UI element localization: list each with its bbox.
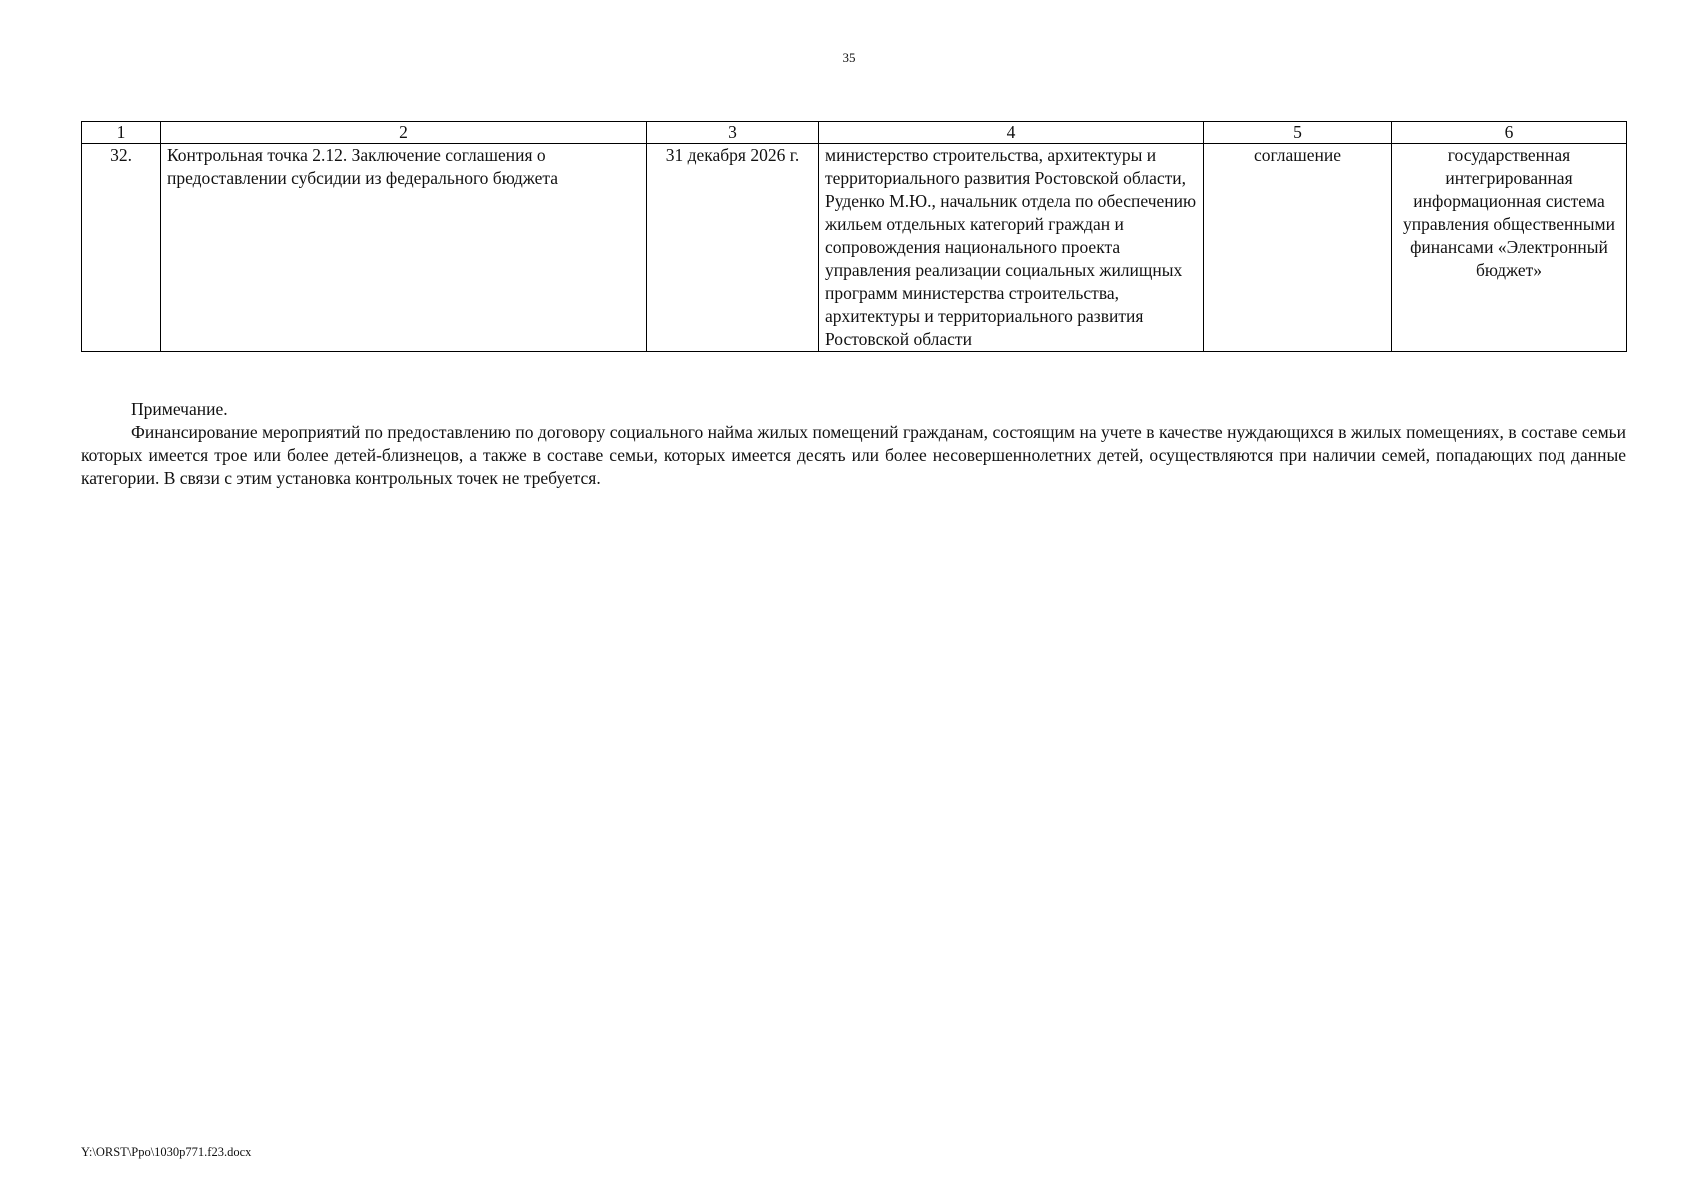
column-header-4: 4 (819, 122, 1204, 144)
page-number: 35 (842, 50, 856, 65)
note-title: Примечание. (131, 399, 228, 419)
column-header-2: 2 (161, 122, 647, 144)
table-row (82, 144, 1627, 352)
column-header-1: 1 (82, 122, 161, 144)
column-header-3: 3 (647, 122, 819, 144)
deadline-date-cell: 31 декабря 2026 г. (647, 144, 819, 352)
control-point-name-cell: Контрольная точка 2.12. Заключение соглашения о предоставлении субсидии из федерального бюджета (161, 144, 647, 352)
note-block (81, 398, 1626, 490)
row-number-cell: 32. (82, 144, 161, 352)
column-header-5: 5 (1204, 122, 1392, 144)
footer-file-path: Y:\ORST\Ppo\1030p771.f23.docx (81, 1145, 252, 1159)
confirming-document-cell: соглашение (1204, 144, 1392, 352)
table-header-row (82, 122, 1627, 144)
information-system-cell: государственная интегрированная информационная система управления общественными финансами «Электронный бюджет» (1392, 144, 1627, 352)
responsible-executor-cell: министерство строительства, архитектуры и территориального развития Ростовской области, Руденко М.Ю., начальник отдела по обеспечению жильем отдельных категорий граждан и сопровождения национального проекта управления реализации социальных жилищных программ министерства строительства, архитектуры и территориального развития Ростовской области (819, 144, 1204, 352)
note-text: Финансирование мероприятий по предоставлению по договору социального найма жилых помещений гражданам, состоящим на учете в качестве нуждающихся в жилых помещениях, в составе семьи которых имеется трое или более детей-близнецов, а также в составе семьи, которых имеется десять или более несовершеннолетних детей, осуществляются при наличии семей, попадающих под данные категории. В связи с этим установка контрольных точек не требуется. (81, 422, 1626, 488)
column-header-6: 6 (1392, 122, 1627, 144)
control-points-table (81, 121, 1627, 352)
